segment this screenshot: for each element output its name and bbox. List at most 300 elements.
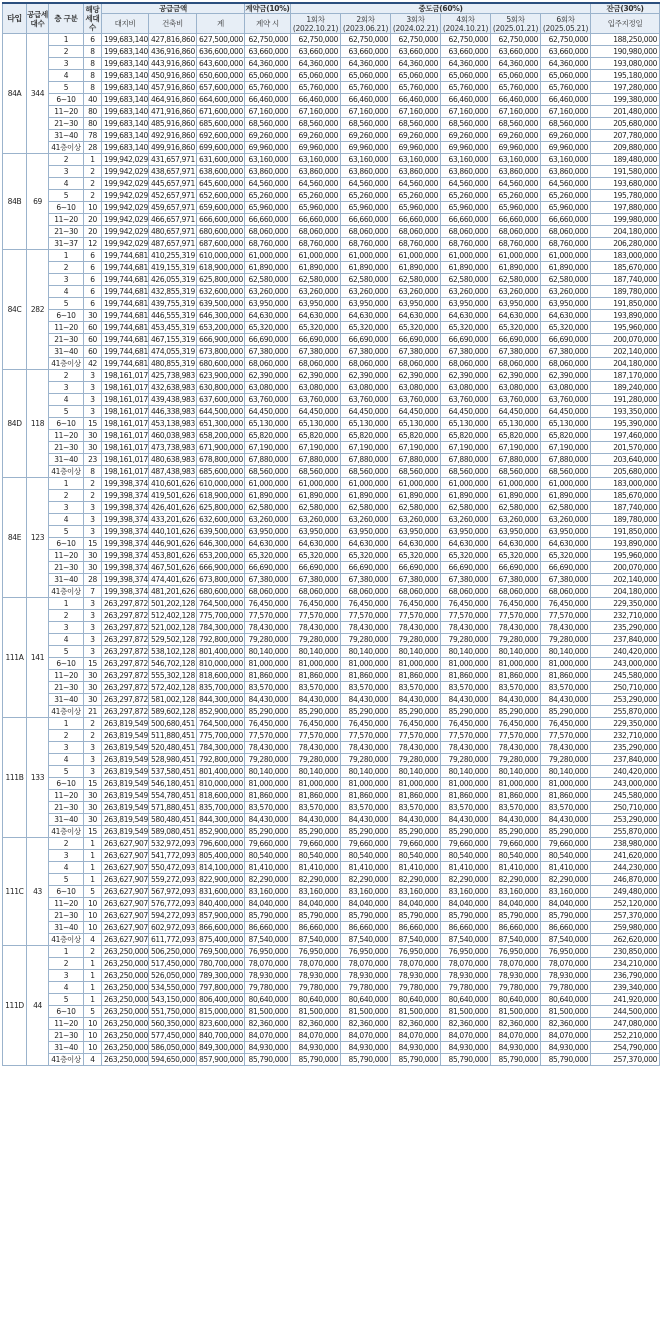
round-4-cell: 67,190,000 [441,442,491,454]
floor-cell: 5 [49,994,84,1006]
round-2-cell: 84,930,000 [341,1042,391,1054]
round-4-cell: 65,760,000 [441,82,491,94]
round-3-cell: 80,140,000 [391,766,441,778]
round-5-cell: 63,760,000 [491,394,541,406]
round-1-cell: 79,280,000 [291,754,341,766]
deposit-cell: 63,080,000 [245,382,291,394]
land-cost-cell: 263,297,872 [102,670,149,682]
type-cell: 84D [3,370,27,478]
total-price-cell: 857,900,000 [197,1054,245,1066]
round-4-cell: 83,160,000 [441,886,491,898]
round-3-cell: 84,430,000 [391,694,441,706]
round-4-cell: 78,430,000 [441,622,491,634]
round-6-cell: 76,450,000 [541,718,591,730]
round-3-cell: 65,820,000 [391,430,441,442]
deposit-cell: 65,060,000 [245,70,291,82]
round-1-cell: 68,060,000 [291,358,341,370]
round-6-cell: 81,500,000 [541,1006,591,1018]
building-cost-cell: 546,180,451 [149,778,197,790]
deposit-cell: 78,430,000 [245,622,291,634]
balance-cell: 205,680,000 [591,118,660,130]
round-1-cell: 82,360,000 [291,1018,341,1030]
floor-cell: 2 [49,154,84,166]
building-cost-cell: 480,657,971 [149,226,197,238]
land-cost-cell: 199,683,140 [102,106,149,118]
round-4-cell: 68,760,000 [441,238,491,250]
total-price-cell: 801,400,000 [197,646,245,658]
round-6-cell: 66,690,000 [541,334,591,346]
land-cost-cell: 263,297,872 [102,706,149,718]
round-2-cell: 67,380,000 [341,346,391,358]
balance-cell: 191,280,000 [591,394,660,406]
land-cost-cell: 199,398,374 [102,502,149,514]
land-cost-cell: 263,297,872 [102,694,149,706]
round-1-cell: 64,630,000 [291,538,341,550]
balance-cell: 238,980,000 [591,838,660,850]
round-1-cell: 84,040,000 [291,898,341,910]
round-2-cell: 68,560,000 [341,466,391,478]
units-cell: 3 [84,382,102,394]
total-price-cell: 680,600,000 [197,358,245,370]
header-round-5 [491,14,541,34]
round-1-cell: 69,960,000 [291,142,341,154]
round-3-cell: 76,450,000 [391,598,441,610]
round-2-cell: 68,560,000 [341,118,391,130]
round-date: (2025.01.21) [492,23,539,33]
deposit-cell: 80,140,000 [245,646,291,658]
balance-cell: 183,000,000 [591,250,660,262]
building-cost-cell: 541,772,093 [149,850,197,862]
total-price-cell: 625,800,000 [197,274,245,286]
round-5-cell: 68,060,000 [491,226,541,238]
round-1-cell: 81,410,000 [291,862,341,874]
total-price-cell: 666,600,000 [197,214,245,226]
round-4-cell: 67,380,000 [441,346,491,358]
building-cost-cell: 534,550,000 [149,982,197,994]
round-date: (2023.06.21) [342,23,389,33]
floor-cell: 6~10 [49,418,84,430]
units-cell: 1 [84,958,102,970]
total-price-cell: 822,900,000 [197,874,245,886]
balance-cell: 193,890,000 [591,538,660,550]
land-cost-cell: 199,683,140 [102,94,149,106]
total-price-cell: 792,800,000 [197,634,245,646]
deposit-cell: 85,790,000 [245,1054,291,1066]
round-3-cell: 83,570,000 [391,682,441,694]
type-cell: 111A [3,598,27,718]
units-cell: 7 [84,586,102,598]
deposit-cell: 85,290,000 [245,706,291,718]
header-building: 건축비 [149,14,197,34]
round-6-cell: 65,320,000 [541,550,591,562]
units-cell: 10 [84,898,102,910]
units-cell: 8 [84,58,102,70]
round-2-cell: 81,860,000 [341,670,391,682]
units-cell: 30 [84,802,102,814]
land-cost-cell: 263,819,549 [102,718,149,730]
round-2-cell: 64,560,000 [341,178,391,190]
total-price-cell: 784,300,000 [197,742,245,754]
round-1-cell: 81,860,000 [291,790,341,802]
round-6-cell: 83,570,000 [541,682,591,694]
balance-cell: 197,280,000 [591,82,660,94]
round-4-cell: 61,000,000 [441,478,491,490]
round-6-cell: 79,280,000 [541,754,591,766]
round-6-cell: 69,960,000 [541,142,591,154]
building-cost-cell: 471,916,860 [149,106,197,118]
supply-units-cell: 344 [27,34,49,154]
round-4-cell: 84,930,000 [441,1042,491,1054]
round-4-cell: 86,660,000 [441,922,491,934]
round-4-cell: 80,140,000 [441,646,491,658]
building-cost-cell: 580,480,451 [149,814,197,826]
floor-cell: 4 [49,514,84,526]
round-6-cell: 84,430,000 [541,694,591,706]
round-4-cell: 69,960,000 [441,142,491,154]
round-2-cell: 69,260,000 [341,130,391,142]
table-row [3,538,660,550]
total-price-cell: 653,200,000 [197,550,245,562]
land-cost-cell: 263,627,907 [102,862,149,874]
round-2-cell: 77,570,000 [341,730,391,742]
floor-cell: 41층이상 [49,586,84,598]
total-price-cell: 645,600,000 [197,178,245,190]
round-2-cell: 85,790,000 [341,910,391,922]
deposit-cell: 78,070,000 [245,958,291,970]
deposit-cell: 84,430,000 [245,814,291,826]
total-price-cell: 835,700,000 [197,802,245,814]
round-2-cell: 65,260,000 [341,190,391,202]
floor-cell: 5 [49,190,84,202]
land-cost-cell: 199,744,681 [102,310,149,322]
land-cost-cell: 199,744,681 [102,262,149,274]
floor-cell: 2 [49,262,84,274]
balance-cell: 249,480,000 [591,886,660,898]
round-1-cell: 65,320,000 [291,550,341,562]
round-1-cell: 65,760,000 [291,82,341,94]
land-cost-cell: 199,398,374 [102,478,149,490]
round-4-cell: 65,320,000 [441,550,491,562]
floor-cell: 2 [49,838,84,850]
round-3-cell: 69,960,000 [391,142,441,154]
round-6-cell: 63,080,000 [541,382,591,394]
round-5-cell: 63,260,000 [491,514,541,526]
table-row [3,334,660,346]
total-price-cell: 699,600,000 [197,142,245,154]
total-price-cell: 653,200,000 [197,322,245,334]
building-cost-cell: 576,772,093 [149,898,197,910]
table-body [3,34,660,1066]
deposit-cell: 85,290,000 [245,826,291,838]
table-row [3,526,660,538]
total-price-cell: 659,600,000 [197,202,245,214]
balance-cell: 189,240,000 [591,382,660,394]
units-cell: 3 [84,370,102,382]
header-move-in-date: 입주지정일 [591,14,660,34]
total-price-cell: 797,800,000 [197,982,245,994]
deposit-cell: 68,060,000 [245,358,291,370]
round-1-cell: 68,060,000 [291,586,341,598]
round-2-cell: 85,290,000 [341,826,391,838]
round-1-cell: 76,950,000 [291,946,341,958]
land-cost-cell: 198,161,017 [102,406,149,418]
balance-cell: 195,390,000 [591,418,660,430]
type-cell: 111C [3,838,27,946]
total-price-cell: 857,900,000 [197,910,245,922]
floor-cell: 4 [49,862,84,874]
round-5-cell: 65,760,000 [491,82,541,94]
balance-cell: 252,120,000 [591,898,660,910]
round-5-cell: 67,160,000 [491,106,541,118]
land-cost-cell: 263,627,907 [102,910,149,922]
round-4-cell: 68,560,000 [441,118,491,130]
round-5-cell: 65,960,000 [491,202,541,214]
round-6-cell: 78,430,000 [541,622,591,634]
header-middle-payment: 중도금(60%) [291,3,591,14]
units-cell: 3 [84,526,102,538]
total-price-cell: 780,700,000 [197,958,245,970]
units-cell: 8 [84,70,102,82]
round-5-cell: 61,000,000 [491,250,541,262]
deposit-cell: 68,060,000 [245,586,291,598]
round-5-cell: 81,000,000 [491,658,541,670]
round-3-cell: 85,290,000 [391,826,441,838]
total-price-cell: 658,200,000 [197,430,245,442]
floor-cell: 4 [49,982,84,994]
round-3-cell: 61,890,000 [391,262,441,274]
units-cell: 3 [84,634,102,646]
type-cell: 111D [3,946,27,1066]
total-price-cell: 673,800,000 [197,346,245,358]
round-6-cell: 78,070,000 [541,958,591,970]
round-2-cell: 68,060,000 [341,226,391,238]
table-row [3,322,660,334]
land-cost-cell: 198,161,017 [102,382,149,394]
floor-cell: 4 [49,634,84,646]
round-1-cell: 80,140,000 [291,766,341,778]
table-row [3,682,660,694]
round-6-cell: 87,540,000 [541,934,591,946]
deposit-cell: 65,320,000 [245,322,291,334]
total-price-cell: 852,900,000 [197,706,245,718]
balance-cell: 205,680,000 [591,466,660,478]
building-cost-cell: 537,580,451 [149,766,197,778]
deposit-cell: 81,500,000 [245,1006,291,1018]
deposit-cell: 65,130,000 [245,418,291,430]
table-row [3,706,660,718]
round-2-cell: 81,000,000 [341,658,391,670]
deposit-cell: 83,160,000 [245,886,291,898]
land-cost-cell: 199,398,374 [102,562,149,574]
round-6-cell: 84,070,000 [541,1030,591,1042]
deposit-cell: 61,000,000 [245,250,291,262]
balance-cell: 252,210,000 [591,1030,660,1042]
balance-cell: 247,080,000 [591,1018,660,1030]
round-4-cell: 68,060,000 [441,586,491,598]
round-2-cell: 78,430,000 [341,742,391,754]
round-1-cell: 84,430,000 [291,694,341,706]
units-cell: 1 [84,970,102,982]
building-cost-cell: 432,638,983 [149,382,197,394]
round-4-cell: 81,500,000 [441,1006,491,1018]
balance-cell: 185,670,000 [591,490,660,502]
floor-cell: 3 [49,58,84,70]
table-row [3,82,660,94]
table-row [3,922,660,934]
balance-cell: 229,350,000 [591,718,660,730]
deposit-cell: 67,160,000 [245,106,291,118]
floor-cell: 21~30 [49,118,84,130]
balance-cell: 243,000,000 [591,658,660,670]
total-price-cell: 796,600,000 [197,838,245,850]
table-row [3,310,660,322]
round-3-cell: 85,290,000 [391,706,441,718]
round-4-cell: 80,640,000 [441,994,491,1006]
building-cost-cell: 440,101,626 [149,526,197,538]
units-cell: 1 [84,874,102,886]
units-cell: 1 [84,154,102,166]
table-row [3,562,660,574]
round-2-cell: 63,160,000 [341,154,391,166]
units-cell: 4 [84,1054,102,1066]
land-cost-cell: 263,250,000 [102,1018,149,1030]
floor-cell: 21~30 [49,910,84,922]
table-row [3,970,660,982]
total-price-cell: 627,500,000 [197,34,245,46]
round-6-cell: 64,450,000 [541,406,591,418]
round-3-cell: 81,860,000 [391,790,441,802]
deposit-cell: 65,260,000 [245,190,291,202]
round-4-cell: 76,450,000 [441,718,491,730]
floor-cell: 2 [49,730,84,742]
deposit-cell: 81,000,000 [245,778,291,790]
land-cost-cell: 199,942,029 [102,190,149,202]
floor-cell: 1 [49,34,84,46]
units-cell: 30 [84,814,102,826]
round-2-cell: 67,380,000 [341,574,391,586]
deposit-cell: 62,580,000 [245,502,291,514]
round-3-cell: 87,540,000 [391,934,441,946]
round-6-cell: 68,060,000 [541,226,591,238]
round-1-cell: 77,570,000 [291,730,341,742]
units-cell: 20 [84,226,102,238]
round-4-cell: 65,260,000 [441,190,491,202]
building-cost-cell: 446,555,319 [149,310,197,322]
round-5-cell: 83,570,000 [491,802,541,814]
land-cost-cell: 263,250,000 [102,946,149,958]
header-deposit: 계약금(10%) [245,4,290,14]
round-3-cell: 82,360,000 [391,1018,441,1030]
round-1-cell: 62,390,000 [291,370,341,382]
total-price-cell: 664,600,000 [197,94,245,106]
round-4-cell: 83,570,000 [441,802,491,814]
round-1-cell: 65,960,000 [291,202,341,214]
land-cost-cell: 199,398,374 [102,514,149,526]
round-4-cell: 66,690,000 [441,334,491,346]
round-1-cell: 66,690,000 [291,334,341,346]
round-1-cell: 63,080,000 [291,382,341,394]
round-4-cell: 63,160,000 [441,154,491,166]
round-3-cell: 69,260,000 [391,130,441,142]
deposit-cell: 76,950,000 [245,946,291,958]
land-cost-cell: 263,250,000 [102,1054,149,1066]
round-3-cell: 63,080,000 [391,382,441,394]
round-2-cell: 67,190,000 [341,442,391,454]
building-cost-cell: 427,816,860 [149,34,197,46]
floor-cell: 31~40 [49,346,84,358]
round-4-cell: 79,780,000 [441,982,491,994]
total-price-cell: 637,600,000 [197,394,245,406]
table-header [3,3,660,34]
round-5-cell: 78,070,000 [491,958,541,970]
round-6-cell: 78,430,000 [541,742,591,754]
round-1-cell: 81,500,000 [291,1006,341,1018]
round-2-cell: 62,390,000 [341,370,391,382]
land-cost-cell: 198,161,017 [102,454,149,466]
round-2-cell: 67,160,000 [341,106,391,118]
round-3-cell: 81,410,000 [391,862,441,874]
round-3-cell: 83,160,000 [391,886,441,898]
round-6-cell: 62,580,000 [541,502,591,514]
land-cost-cell: 198,161,017 [102,418,149,430]
table-row [3,586,660,598]
units-cell: 30 [84,430,102,442]
floor-cell: 3 [49,382,84,394]
building-cost-cell: 554,780,451 [149,790,197,802]
round-3-cell: 68,560,000 [391,118,441,130]
round-3-cell: 66,690,000 [391,562,441,574]
total-price-cell: 646,300,000 [197,538,245,550]
balance-cell: 240,420,000 [591,766,660,778]
round-2-cell: 65,130,000 [341,418,391,430]
deposit-cell: 79,780,000 [245,982,291,994]
header-round-6 [541,14,591,34]
table-row [3,850,660,862]
floor-cell: 11~20 [49,214,84,226]
units-cell: 30 [84,562,102,574]
total-price-cell: 631,600,000 [197,154,245,166]
land-cost-cell: 263,819,549 [102,826,149,838]
building-cost-cell: 426,401,626 [149,502,197,514]
round-5-cell: 63,950,000 [491,526,541,538]
table-row [3,358,660,370]
land-cost-cell: 263,819,549 [102,814,149,826]
balance-cell: 206,280,000 [591,238,660,250]
round-6-cell: 64,630,000 [541,538,591,550]
floor-cell: 3 [49,850,84,862]
round-3-cell: 62,750,000 [391,34,441,46]
round-5-cell: 84,430,000 [491,814,541,826]
deposit-cell: 80,540,000 [245,850,291,862]
round-4-cell: 62,580,000 [441,502,491,514]
round-1-cell: 78,430,000 [291,742,341,754]
units-cell: 3 [84,502,102,514]
round-5-cell: 86,660,000 [491,922,541,934]
table-row [3,610,660,622]
round-1-cell: 83,570,000 [291,682,341,694]
floor-cell: 2 [49,490,84,502]
deposit-cell: 82,290,000 [245,874,291,886]
round-3-cell: 65,260,000 [391,190,441,202]
floor-cell: 5 [49,766,84,778]
building-cost-cell: 559,272,093 [149,874,197,886]
units-cell: 10 [84,910,102,922]
round-6-cell: 82,360,000 [541,1018,591,1030]
total-price-cell: 673,800,000 [197,574,245,586]
round-3-cell: 62,580,000 [391,502,441,514]
round-1-cell: 66,690,000 [291,562,341,574]
units-cell: 30 [84,550,102,562]
